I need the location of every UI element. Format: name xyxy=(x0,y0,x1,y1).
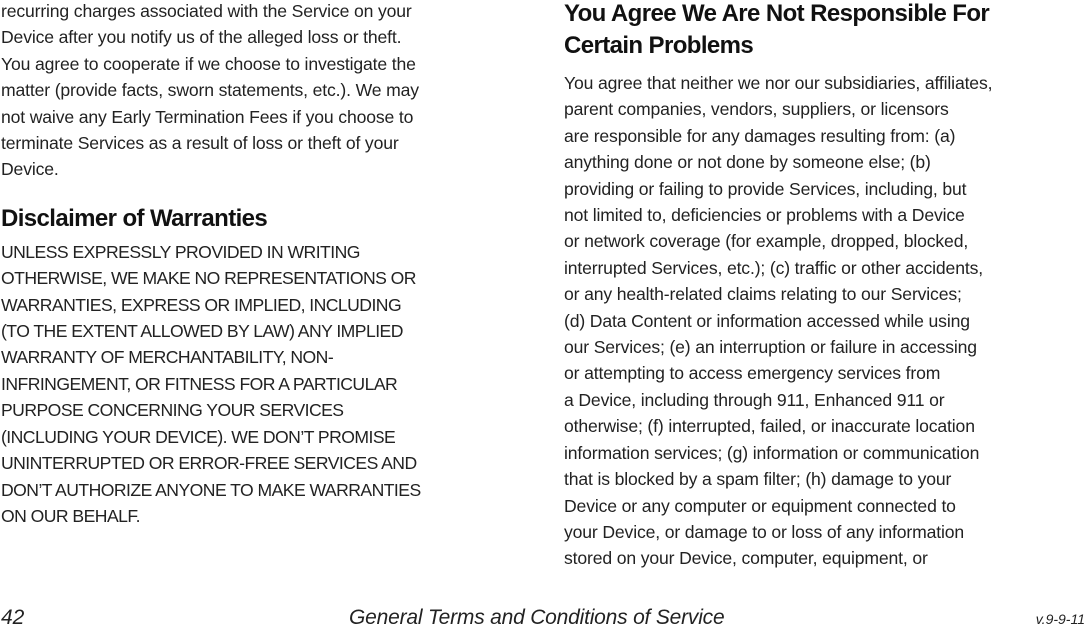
paragraph-line: OTHERWISE, WE MAKE NO REPRESENTATIONS OR xyxy=(1,268,416,289)
paragraph-line: are responsible for any damages resulting from: (a) xyxy=(564,125,956,146)
heading-line: Certain Problems xyxy=(564,32,754,59)
paragraph-line: or network coverage (for example, dropped, blocked, xyxy=(564,231,969,252)
paragraph-line: Device after you notify us of the alleged loss or theft. xyxy=(1,27,402,48)
disclaimer-heading xyxy=(1,203,521,235)
paragraph-line: DON’T AUTHORIZE ANYONE TO MAKE WARRANTIES xyxy=(1,479,421,500)
paragraph-line: recurring charges associated with the Service on your xyxy=(1,1,412,21)
paragraph-line: Device. xyxy=(1,159,59,180)
paragraph-line: stored on your Device, computer, equipment, or xyxy=(564,548,928,569)
paragraph-line: a Device, including through 911, Enhanced 911 or xyxy=(564,389,945,410)
paragraph-line: not limited to, deficiencies or problems with a Device xyxy=(564,205,965,226)
paragraph-line: not waive any Early Termination Fees if you choose to xyxy=(1,106,414,127)
loss-theft-paragraph xyxy=(1,0,521,183)
paragraph-line: You agree to cooperate if we choose to investigate the xyxy=(1,53,416,74)
paragraph-line: matter (provide facts, sworn statements, etc.). We may xyxy=(1,80,419,101)
not-responsible-paragraph xyxy=(564,70,1087,572)
paragraph-line: or attempting to access emergency services from xyxy=(564,363,941,384)
paragraph-line: UNINTERRUPTED OR ERROR-FREE SERVICES AND xyxy=(1,453,417,474)
paragraph-line: or any health-related claims relating to our Services; xyxy=(564,284,962,305)
paragraph-line: You agree that neither we nor our subsidiaries, affiliates, xyxy=(564,73,993,93)
page-number: 42 xyxy=(1,606,25,629)
paragraph-line: Device or any computer or equipment connected to xyxy=(564,495,956,516)
paragraph-line: providing or failing to provide Services, including, but xyxy=(564,178,967,199)
paragraph-line: INFRINGEMENT, OR FITNESS FOR A PARTICULAR xyxy=(1,373,398,394)
paragraph-line: ON OUR BEHALF. xyxy=(1,505,140,526)
paragraph-line: your Device, or damage to or loss of any information xyxy=(564,521,964,542)
paragraph-line: otherwise; (f) interrupted, failed, or inaccurate location xyxy=(564,416,975,437)
paragraph-line: (INCLUDING YOUR DEVICE). WE DON’T PROMISE xyxy=(1,426,396,447)
paragraph-line: (TO THE EXTENT ALLOWED BY LAW) ANY IMPLIED xyxy=(1,321,403,342)
paragraph-line: parent companies, vendors, suppliers, or licensors xyxy=(564,99,949,120)
disclaimer-paragraph xyxy=(1,239,521,529)
paragraph-line: terminate Services as a result of loss or theft of your xyxy=(1,133,399,154)
page-footer xyxy=(0,606,1087,630)
heading-line: Disclaimer of Warranties xyxy=(1,204,268,232)
right-column xyxy=(564,0,1087,572)
paragraph-line: WARRANTY OF MERCHANTABILITY, NON- xyxy=(1,347,334,368)
paragraph-line: that is blocked by a spam filter; (h) damage to your xyxy=(564,469,952,490)
paragraph-line: information services; (g) information or communication xyxy=(564,442,980,463)
paragraph-line: WARRANTIES, EXPRESS OR IMPLIED, INCLUDING xyxy=(1,294,402,315)
heading-line: You Agree We Are Not Responsible For xyxy=(564,0,990,27)
paragraph-line: PURPOSE CONCERNING YOUR SERVICES xyxy=(1,400,344,421)
paragraph-line: (d) Data Content or information accessed while using xyxy=(564,310,970,331)
left-column xyxy=(1,0,521,529)
not-responsible-heading xyxy=(564,0,1087,62)
paragraph-line: interrupted Services, etc.); (c) traffic or other accidents, xyxy=(564,257,983,278)
paragraph-line: our Services; (e) an interruption or failure in accessing xyxy=(564,337,977,358)
version-label: v.9-9-11 xyxy=(1035,611,1085,627)
document-title: General Terms and Conditions of Service xyxy=(349,606,725,629)
paragraph-line: anything done or not done by someone else; (b) xyxy=(564,152,931,173)
paragraph-line: UNLESS EXPRESSLY PROVIDED IN WRITING xyxy=(1,241,360,262)
